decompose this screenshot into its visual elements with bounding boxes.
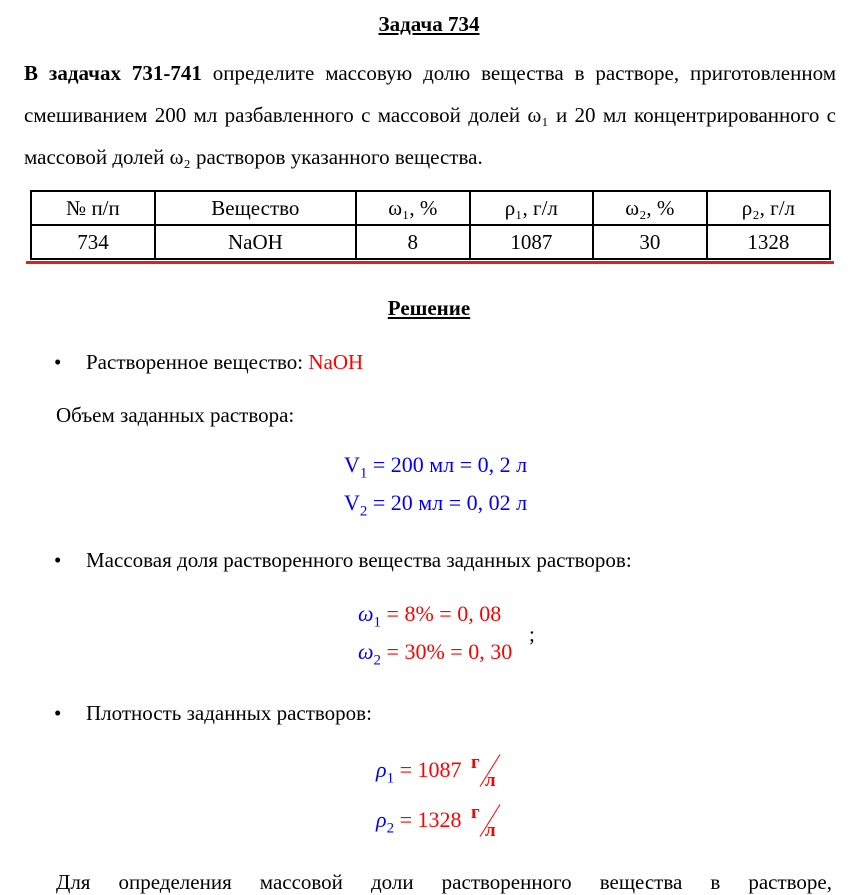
formula-v2: $V_2 = 20$ мл = 0, 02 л <box>344 490 528 520</box>
header-cell: ρ₂, г/л <box>707 191 830 225</box>
formula-v1: $V_1 = 200$ мл = 0, 2 л <box>344 452 528 482</box>
header-cell: ω₁, % <box>356 191 470 225</box>
header-cell: № п/п <box>31 191 155 225</box>
volume-label: Объем заданных раствора: <box>56 403 295 427</box>
cell: 30 <box>593 225 707 259</box>
header-cell: ω₂, % <box>593 191 707 225</box>
red-underline <box>26 261 834 264</box>
continuation-text: Для определения массовой доли растворенного вещества в растворе, <box>56 870 832 894</box>
cell: 1087 <box>470 225 593 259</box>
cell: 1328 <box>707 225 830 259</box>
bullet-mass-fraction <box>56 548 632 573</box>
solute-value: NaOH <box>308 350 364 374</box>
formula-w2: $\omega_2 = 30\% = 0$, 30 <box>358 639 513 669</box>
semicolon: ; <box>529 622 535 646</box>
cell: NaOH <box>155 225 356 259</box>
unit-g-per-l: г л <box>467 752 501 792</box>
formula-p1: $\rho_1 = 1087$ г л <box>376 752 501 792</box>
header-cell: Вещество <box>155 191 356 225</box>
task-range: В задачах 731-741 <box>24 61 202 85</box>
label: Растворенное вещество: <box>86 350 309 374</box>
label: Массовая доля растворенного вещества заданных растворов: <box>86 548 632 572</box>
task-text: определите массовую долю вещества в растворе, приготовленном смешиванием 200 мл разбавленного с массовой долей ω₁ и 20 мл концентрированного с массовой долей ω₂ растворов указанного вещества. <box>24 61 836 169</box>
cell: 8 <box>356 225 470 259</box>
label: Плотность заданных растворов: <box>86 701 372 725</box>
cell: 734 <box>31 225 155 259</box>
bullet-density <box>56 701 372 726</box>
task-title: Задача 734 <box>378 12 480 36</box>
formula-p2: $\rho_2 = 1328$ г л <box>376 802 501 842</box>
unit-g-per-l: г л <box>467 802 501 842</box>
table-header-row <box>31 191 830 225</box>
data-table <box>30 190 831 260</box>
formula-w1: $\omega_1 = 8\% = 0$, 08 <box>358 601 502 631</box>
table-row <box>31 225 830 259</box>
solution-title: Решение <box>387 296 471 320</box>
task-statement <box>24 52 836 178</box>
header-cell: ρ₁, г/л <box>470 191 593 225</box>
bullet-solute <box>56 350 363 375</box>
